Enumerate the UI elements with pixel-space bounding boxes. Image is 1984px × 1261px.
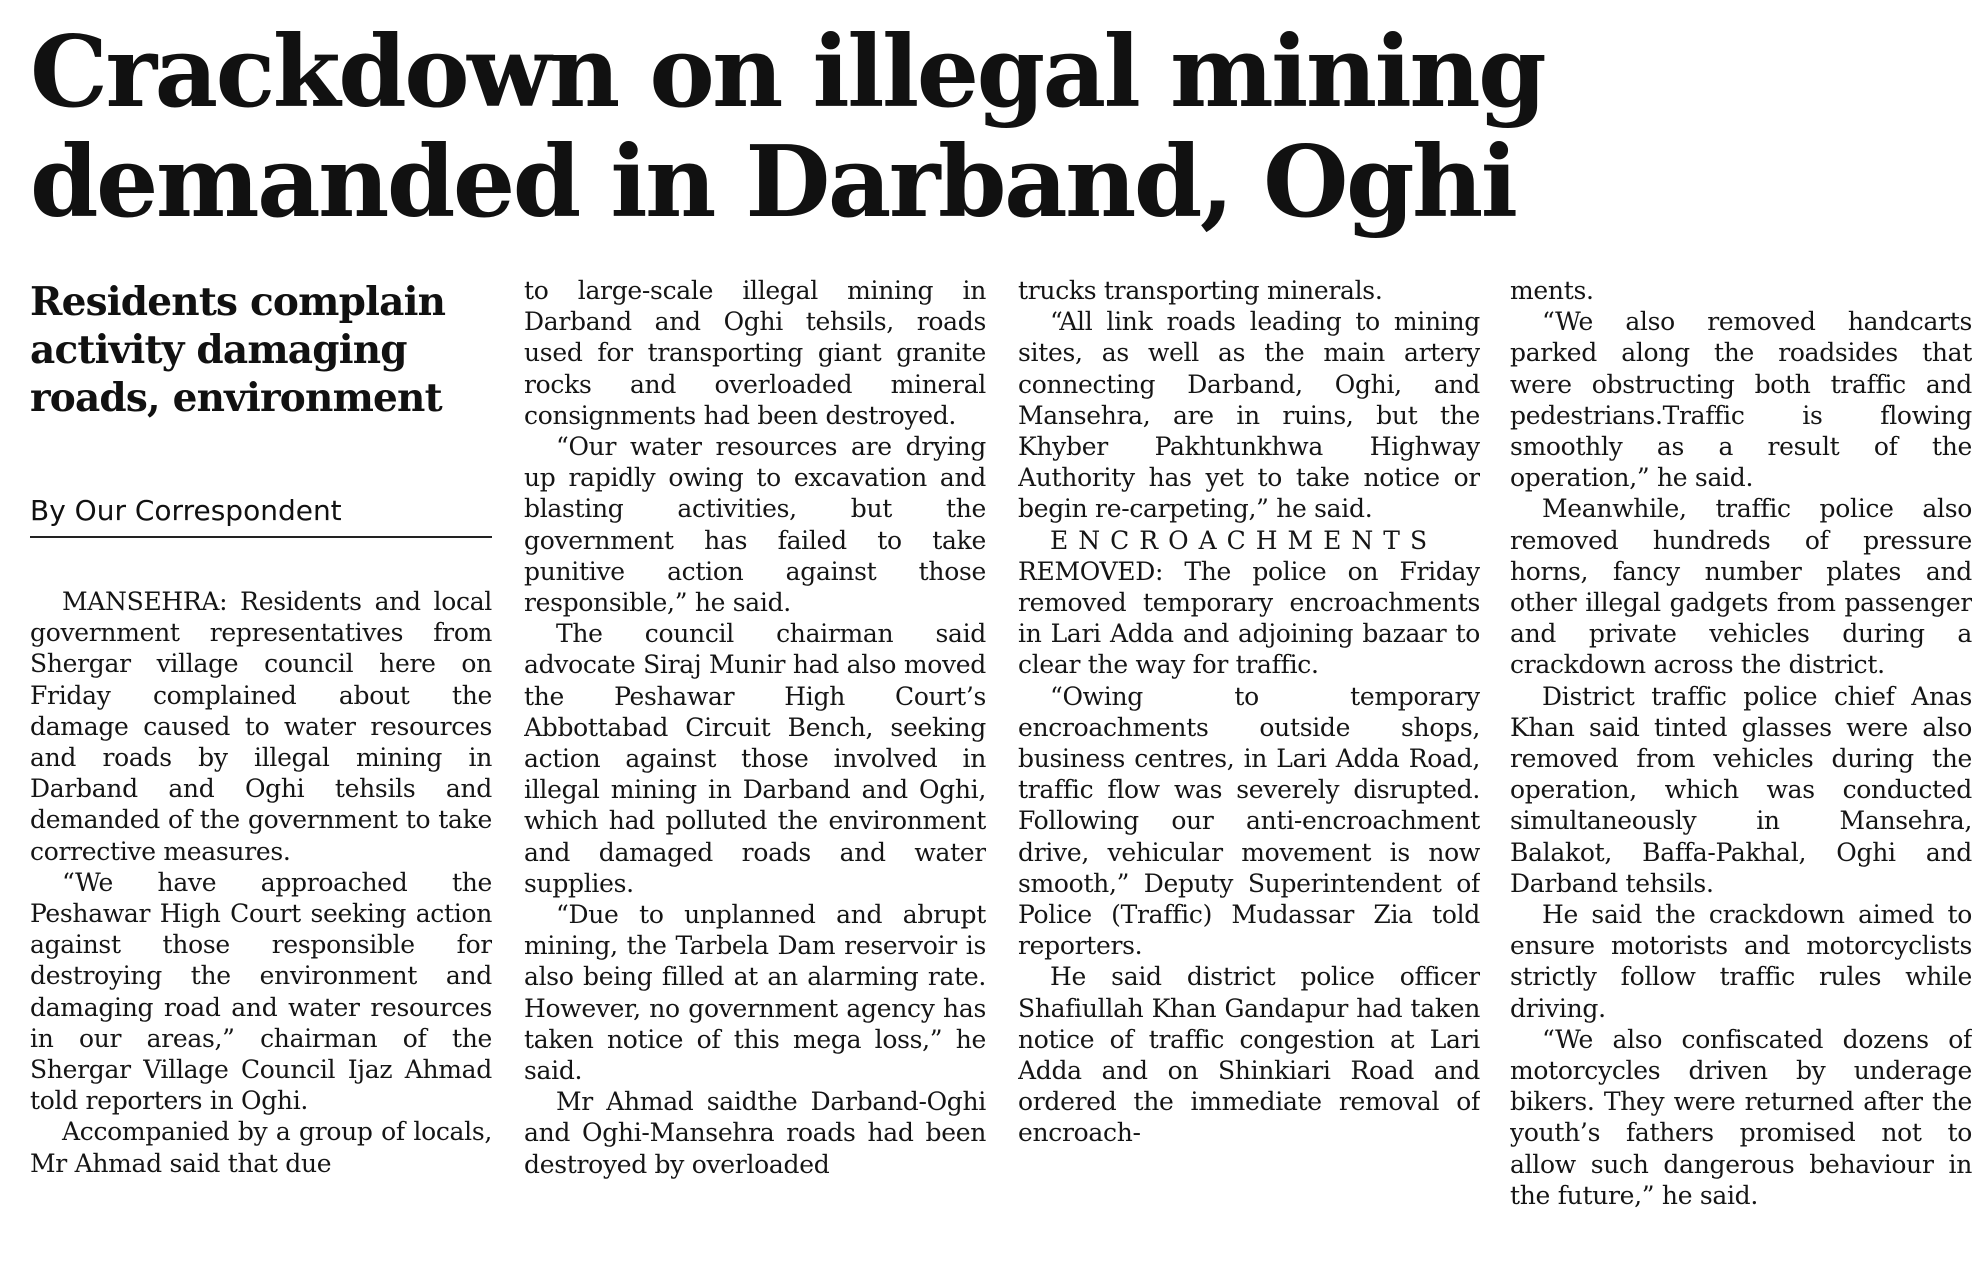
paragraph: “Due to unplanned and abrupt mining, the Tarbela Dam reservoir is also being filled at an alarming rate. However, no government agency has taken notice of this mega loss,” he said. bbox=[524, 900, 986, 1086]
paragraph: MANSEHRA: Residents and local government representatives from Shergar village council here on Friday complained about the damage caused to water resources and roads by illegal mining in Darband and Oghi tehsils and demanded of the government to take corrective measures. bbox=[30, 587, 492, 866]
article-column-1 bbox=[30, 586, 492, 1246]
paragraph: “We have approached the Peshawar High Court seeking action against those responsible for destroying the environment and damaging road and water resources in our areas,” chairman of the Shergar Village Council Ijaz Ahmad told reporters in Oghi. bbox=[30, 867, 492, 1116]
section-subhead bbox=[1018, 525, 1480, 556]
paragraph: “We also removed handcarts parked along the roadsides that were obstructing both traffic and pedestrians.Traffic is flowing smoothly as a result of the operation,” he said. bbox=[1510, 307, 1972, 493]
paragraph: The council chairman said advocate Siraj Munir had also moved the Peshawar High Court’s Abbottabad Circuit Bench, seeking action against those involved in illegal mining in Darband and Oghi, which had polluted the environment and damaged roads and water supplies. bbox=[524, 619, 986, 898]
paragraph: Mr Ahmad saidthe Darband-Oghi and Oghi-Mansehra roads had been destroyed by overloaded bbox=[524, 1087, 986, 1179]
article-column-2 bbox=[524, 275, 986, 1246]
byline: By Our Correspondent bbox=[30, 494, 342, 527]
paragraph: REMOVED: The police on Friday removed temporary encroachments in Lari Adda and adjoining bazaar to clear the way for traffic. bbox=[1018, 556, 1480, 680]
paragraph: “Owing to temporary encroachments outside shops, business centres, in Lari Adda Road, traffic flow was severely disrupted. Following our anti-encroachment drive, vehicular movement is now smooth,” Deputy Superintendent of Police (Traffic) Mudassar Zia told reporters. bbox=[1018, 681, 1480, 961]
paragraph: trucks transporting minerals. bbox=[1018, 276, 1383, 305]
paragraph: “We also confiscated dozens of motorcycles driven by underage bikers. They were returned after the youth’s fathers promised not to allow such dangerous behaviour in the future,” he said. bbox=[1510, 1024, 1972, 1210]
article-column-3 bbox=[1018, 275, 1480, 1246]
paragraph: He said the crackdown aimed to ensure motorists and motorcyclists strictly follow traffic rules while driving. bbox=[1510, 900, 1972, 1023]
article-column-4 bbox=[1510, 275, 1972, 1246]
paragraph: Meanwhile, traffic police also removed hundreds of pressure horns, fancy number plates and other illegal gadgets from passenger and private vehicles during a crackdown across the district. bbox=[1510, 494, 1972, 680]
sub-headline: Residents complain activity damaging roads, environment bbox=[30, 279, 446, 421]
paragraph: District traffic police chief Anas Khan said tinted glasses were also removed from vehicles during the operation, which was conducted simultaneously in Mansehra, Balakot, Baffa-Pakhal, Oghi and Darband tehsils. bbox=[1510, 681, 1972, 898]
paragraph: “All link roads leading to mining sites, as well as the main artery connecting Darband, Oghi, and Mansehra, are in ruins, but the Khyber Pakhtunkhwa Highway Authority has yet to take notice or begin re-carpeting,” he said. bbox=[1018, 307, 1480, 524]
paragraph: “Our water resources are drying up rapidly owing to excavation and blasting activities, but the government has failed to take punitive action against those responsible,” he said. bbox=[524, 432, 986, 618]
subhead-text: ENCROACHMENTS bbox=[1050, 525, 1438, 555]
paragraph: to large-scale illegal mining in Darband and Oghi tehsils, roads used for transporting giant granite rocks and overloaded mineral consignments had been destroyed. bbox=[524, 276, 986, 430]
paragraph: ments. bbox=[1510, 276, 1594, 305]
headline: Crackdown on illegal mining demanded in Darband, Oghi bbox=[30, 15, 1545, 240]
byline-rule bbox=[30, 536, 492, 538]
paragraph: He said district police officer Shafiullah Khan Gandapur had taken notice of traffic congestion at Lari Adda and on Shinkiari Road and ordered the immediate removal of encroach- bbox=[1018, 962, 1480, 1148]
paragraph: Accompanied by a group of locals, Mr Ahmad said that due bbox=[30, 1117, 492, 1178]
